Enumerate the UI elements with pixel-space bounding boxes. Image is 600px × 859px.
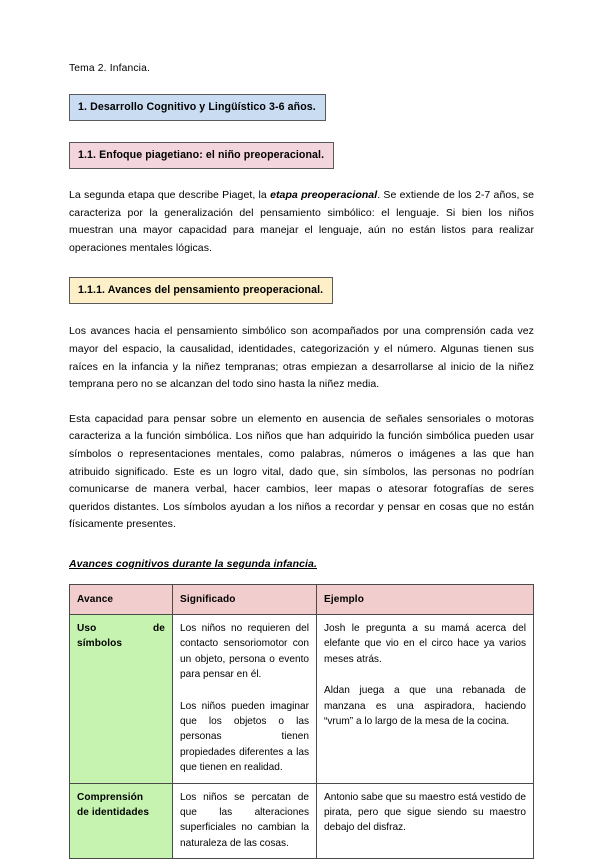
cell-example — [317, 614, 534, 783]
table-body — [70, 614, 534, 858]
paragraph-1-text-after: . Se extiende de los 2-7 años, se caracteriza por la generalización del pensamiento simbólico: el lenguaje. Si bien los niños muestran una mayor capacidad para manejar el lenguaje, aún no están listos para realizar operaciones mentales lógicas. — [69, 189, 534, 254]
spacer-before-caption — [69, 534, 534, 554]
example-paragraph: Antonio sabe que su maestro está vestido de pirata, pero que sigue siendo su maestro debajo del disfraz. — [324, 791, 527, 834]
table-row — [70, 614, 534, 783]
table-caption: Avances cognitivos durante la segunda infancia. — [69, 557, 318, 570]
paragraph-3: Esta capacidad para pensar sobre un elemento en ausencia de señales sensoriales o motoras caracteriza a la función simbólica. Los niños que han adquirido la función simbólica pueden usar símbolos o representaciones mentales, como palabras, números o imágenes a las que han atribuido significado. Este es un logro vital, dado que, sin símbolos, las personas no podrían comunicarse de manera verbal, hacer cambios, leer mapas o atesorar fotografías de seres queridos distantes. Los símbolos ayudan a los niños a recordar y pensar en cosas que no están físicamente presentes. — [69, 412, 534, 531]
heading-1-box: 1. Desarrollo Cognitivo y Lingüístico 3-6 años. — [69, 94, 326, 121]
document-label: Tema 2. Infancia. — [69, 63, 150, 74]
advance-line-1: Comprensión — [77, 791, 144, 803]
column-header-avance: Avance — [70, 584, 173, 614]
heading-3-box: 1.1.1. Avances del pensamiento preoperacional. — [69, 277, 333, 304]
spacer-after-heading-1 — [69, 121, 534, 142]
advance-line-1: Uso de — [77, 622, 165, 634]
example-paragraph: Josh le pregunta a su mamá acerca del elefante que vio en el circo hace ya varios meses atrás. — [324, 622, 526, 665]
cell-example — [317, 783, 534, 859]
cell-advance — [70, 783, 173, 859]
spacer-after-heading-2 — [69, 169, 534, 187]
heading-2-box: 1.1. Enfoque piagetiano: el niño preoperacional. — [69, 142, 334, 169]
table-header-row — [70, 584, 534, 614]
heading-1-wrapper — [69, 94, 534, 121]
meaning-paragraph: Los niños pueden imaginar que los objetos o las personas tienen propiedades diferentes a las que tienen en realidad. — [180, 700, 309, 774]
table-row — [70, 783, 534, 859]
paragraph-1 — [69, 187, 534, 257]
meaning-paragraph: Los niños se percatan de que las alteraciones superficiales no cambian la naturaleza de las cosas. — [180, 791, 309, 849]
table-caption-wrapper — [69, 554, 534, 584]
advance-line-2: de identidades — [77, 806, 150, 818]
paragraph-2: Los avances hacia el pensamiento simbólico son acompañados por una comprensión cada vez mayor del espacio, la causalidad, identidades, categorización y el número. Algunas tienen sus raíces en la infancia y la niñez tempranas; otras empiezan a desarrollarse al inicio de la niñez temprana pero no se alcanzan del todo sino hasta la niñez media. — [69, 325, 534, 391]
paragraph-1-text-before: La segunda etapa que describe Piaget, la — [69, 189, 271, 201]
column-header-ejemplo: Ejemplo — [317, 584, 534, 614]
example-paragraph: Aldan juega a que una rebanada de manzana es una aspiradora, haciendo “vrum” a lo largo de la mesa de la cocina. — [324, 685, 526, 727]
spacer-after-paragraph-1 — [69, 257, 534, 277]
cell-meaning — [173, 783, 317, 859]
table-head — [70, 584, 534, 614]
cell-meaning — [173, 614, 317, 783]
spacer-after-heading-3 — [69, 304, 534, 323]
column-header-significado: Significado — [173, 584, 317, 614]
paragraph-1-emphasis: etapa preoperacional — [270, 189, 378, 201]
cell-advance — [70, 614, 173, 783]
heading-3-wrapper — [69, 277, 534, 304]
advance-line-2: símbolos — [77, 638, 123, 650]
heading-2-wrapper — [69, 142, 534, 169]
cognitive-advances-table — [69, 584, 534, 859]
meaning-paragraph: Los niños no requieren del contacto sensoriomotor con un objeto, persona o evento para pensar en él. — [180, 622, 309, 681]
